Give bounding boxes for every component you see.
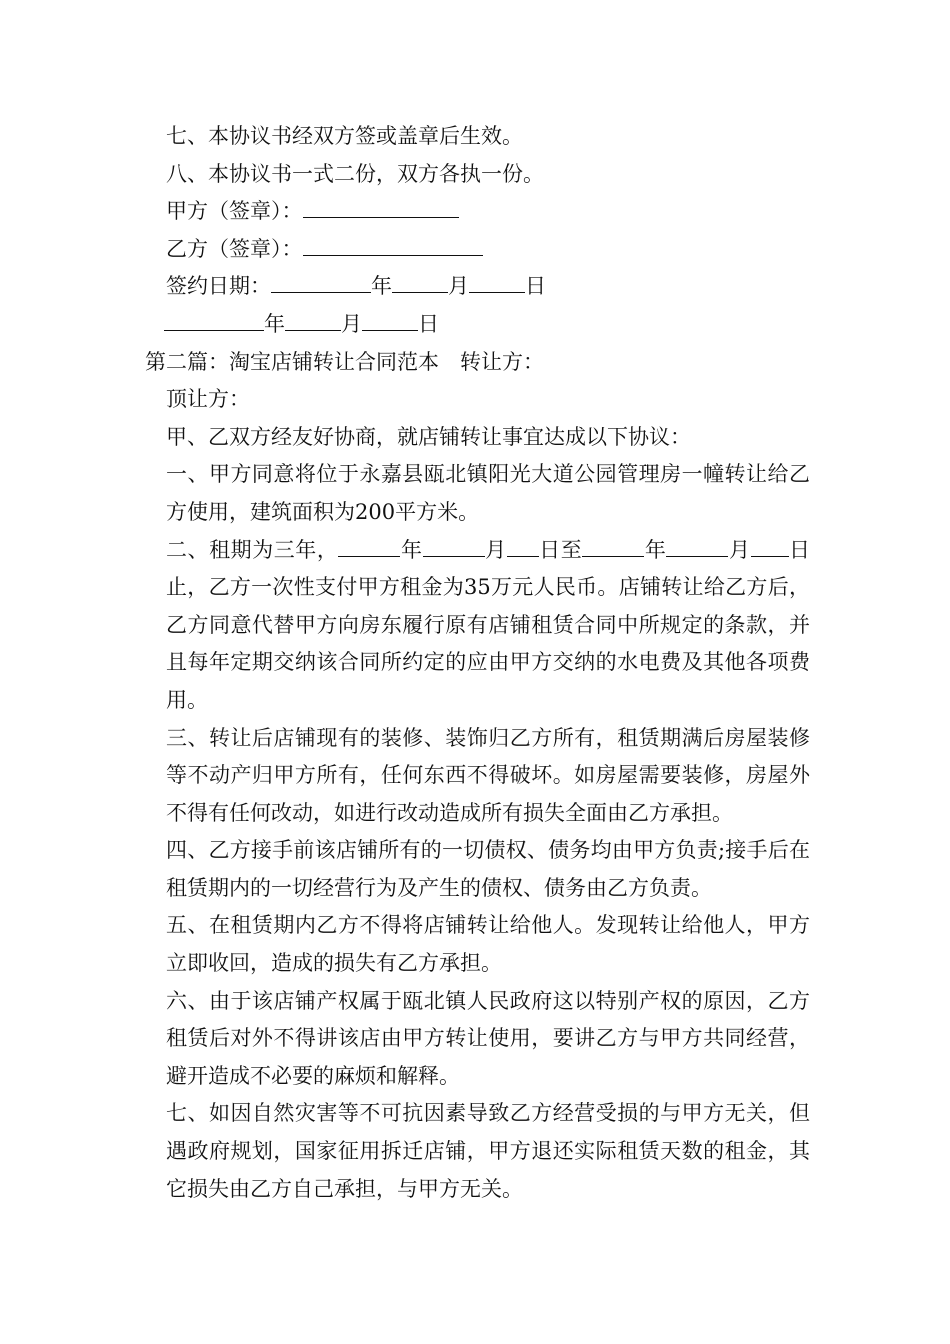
second-year-blank [164,306,264,331]
second-day-blank [362,306,418,331]
agreement-intro: 甲、乙双方经友好协商，就店铺转让事宜达成以下协议： [166,424,691,449]
clause-two [145,532,810,720]
party-a-signature-blank [303,193,459,218]
clause-two-lead: 二、租期为三年， [166,537,339,562]
signing-month-label: 月 [448,274,469,299]
party-b-signature-line [145,231,810,269]
clause-three: 三、转让后店铺现有的装修、装饰归乙方所有，租赁期满后房屋装修等不动产归甲方所有，任何东西不得破坏。如房屋需要装修，房屋外不得有任何改动，如进行改动造成所有损失全面由乙方承担。 [166,725,810,825]
second-year-label: 年 [264,311,285,336]
document-body [145,118,810,1208]
second-day-label: 日 [418,311,439,336]
lease-end-day-blank [751,532,789,557]
lease-range-connector: 日至 [538,537,583,562]
lease-start-month-label: 月 [484,537,507,562]
lease-end-month-blank [666,532,728,557]
second-month-blank [285,306,341,331]
signing-day-label: 日 [525,274,546,299]
lease-start-month-blank [423,532,485,557]
party-b-signature-blank [303,231,483,256]
lease-start-year-blank [338,532,400,557]
signing-date-line [145,268,810,306]
lease-start-day-blank [507,532,539,557]
signing-date-label: 签约日期： [166,274,271,299]
clause-four: 四、乙方接手前该店铺所有的一切债权、债务均由甲方负责;接手后在租赁期内的一切经营行为及产生的债权、债务由乙方负责。 [166,838,810,900]
signing-day-blank [469,268,525,293]
clause-seven-effective: 七、本协议书经双方签或盖章后生效。 [166,124,523,148]
party-a-signature-label: 甲方（签章）： [166,199,303,224]
signing-year-label: 年 [371,274,392,299]
party-a-signature-line [145,193,810,231]
party-b-signature-label: 乙方（签章）： [166,236,303,261]
lease-start-year-label: 年 [400,537,423,562]
lease-end-year-label: 年 [644,537,667,562]
clause-five: 五、在租赁期内乙方不得将店铺转让给他人。发现转让给他人，甲方立即收回，造成的损失有乙方承担。 [166,913,810,976]
signing-month-blank [392,268,448,293]
clause-two-body: 日止，乙方一次性支付甲方租金为35万元人民币。店铺转让给乙方后，乙方同意代替甲方向房东履行原有店铺租赁合同中所规定的条款，并且每年定期交纳该合同所约定的应由甲方交纳的水电费及其他各项费用。 [166,537,811,712]
lease-end-year-blank [582,532,644,557]
clause-eight-copies: 八、本协议书一式二份，双方各执一份。 [166,161,544,186]
second-month-label: 月 [341,311,362,336]
signing-year-blank [271,268,371,293]
section-heading: 第二篇：淘宝店铺转让合同范本 转让方： [145,349,544,374]
clause-one: 一、甲方同意将位于永嘉县瓯北镇阳光大道公园管理房一幢转让给乙方使用，建筑面积为200平方米。 [166,462,810,524]
transferee-label: 顶让方： [166,387,250,412]
clause-six: 六、由于该店铺产权属于瓯北镇人民政府这以特别产权的原因，乙方租赁后对外不得讲该店由甲方转让使用，要讲乙方与甲方共同经营，避开造成不必要的麻烦和解释。 [166,988,810,1088]
clause-seven-force-majeure: 七、如因自然灾害等不可抗因素导致乙方经营受损的与甲方无关，但遇政府规划，国家征用拆迁店铺，甲方退还实际租赁天数的租金，其它损失由乙方自己承担，与甲方无关。 [166,1101,810,1201]
lease-end-month-label: 月 [728,537,751,562]
second-date-line [145,306,810,344]
